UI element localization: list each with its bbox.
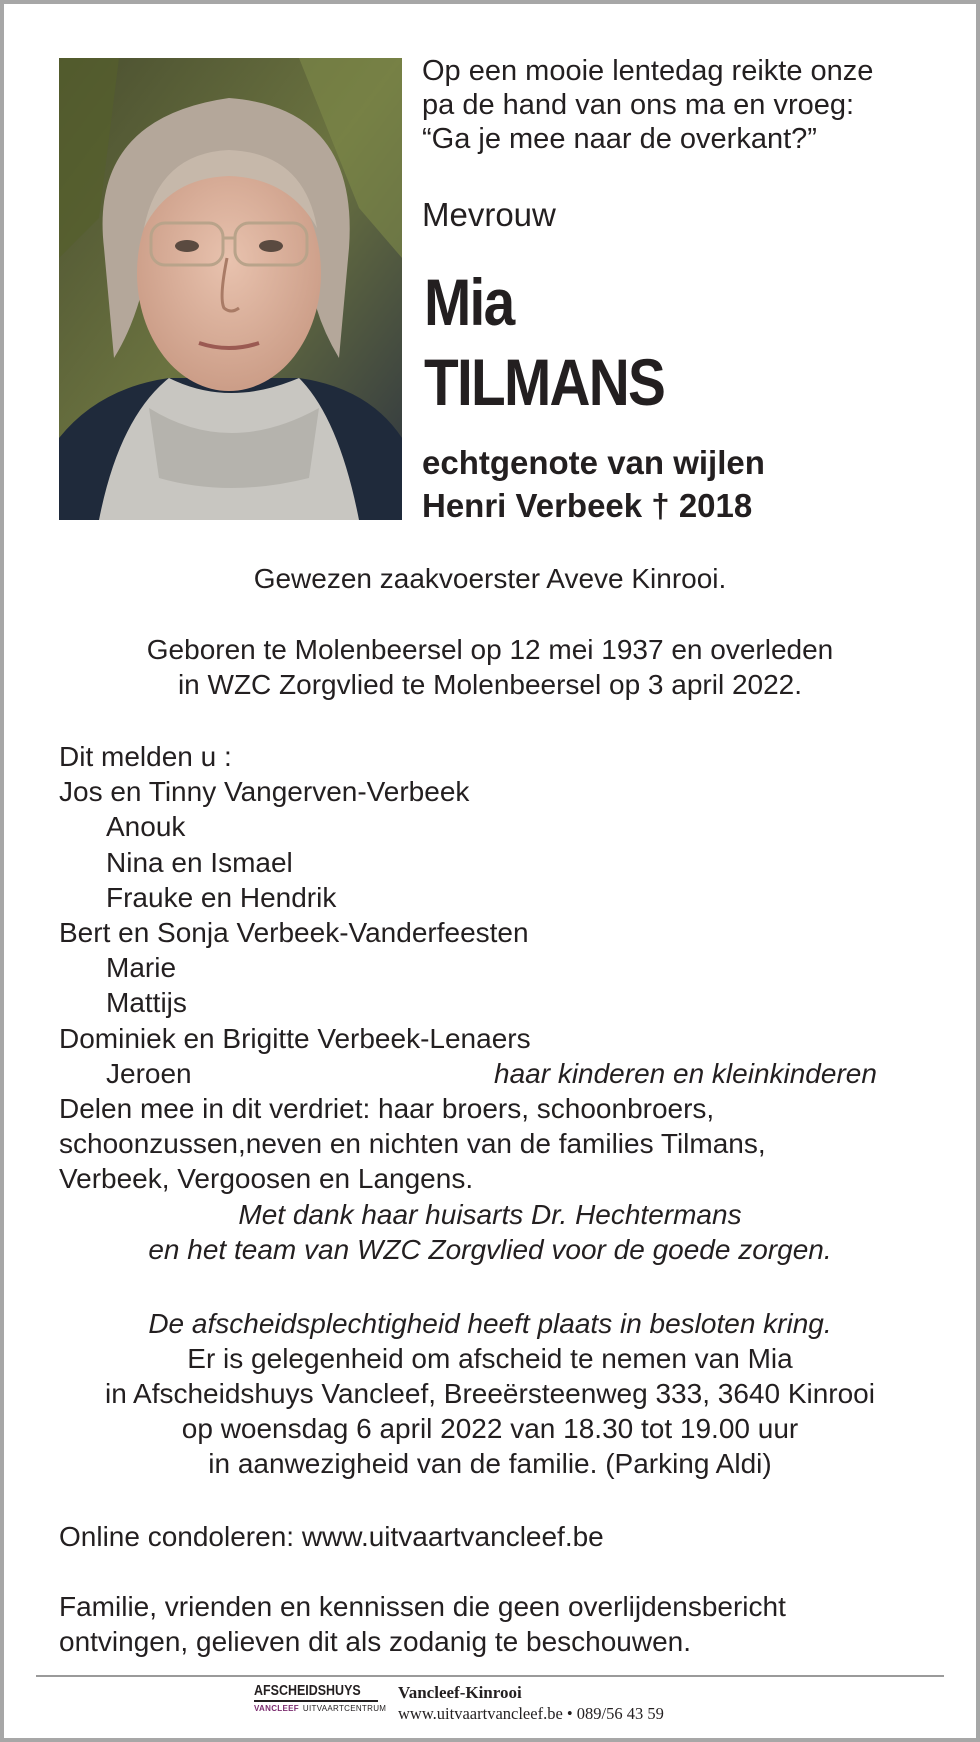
last-grandchild-row xyxy=(59,1056,939,1091)
contact-line: www.uitvaartvancleef.be • 089/56 43 59 xyxy=(398,1704,664,1723)
last-name: TILMANS xyxy=(424,345,665,419)
funeral-home-logo xyxy=(254,1683,387,1719)
ceremony xyxy=(59,1306,921,1481)
grandchild: Anouk xyxy=(106,811,186,843)
footer-divider xyxy=(36,1675,944,1677)
intro-line: Op een mooie lentedag reikte onze xyxy=(422,55,874,87)
salutation: Mevrouw xyxy=(422,196,556,233)
birth-death xyxy=(59,632,921,702)
grandchild: Jeroen xyxy=(106,1057,192,1089)
family-name: Dominiek en Brigitte Verbeek-Lenaers xyxy=(59,1022,531,1054)
family-role: haar kinderen en kleinkinderen xyxy=(494,1057,877,1089)
logo-bar xyxy=(254,1700,378,1702)
share-line: schoonzussen,neven en nichten van de families Tilmans, xyxy=(59,1128,766,1160)
ceremony-line: in Afscheidshuys Vancleef, Breeërsteenweg 333, 3640 Kinrooi xyxy=(105,1378,875,1409)
birth-death-line: Geboren te Molenbeersel op 12 mei 1937 en overleden xyxy=(146,634,834,665)
portrait-illustration xyxy=(59,58,402,520)
logo-wordmark: AFSCHEIDSHUYS xyxy=(254,1683,361,1699)
grandchild: Mattijs xyxy=(106,987,187,1019)
closing-line: ontvingen, gelieven dit als zodanig te beschouwen. xyxy=(59,1626,691,1658)
logo-centrum: UITVAARTCENTRUM xyxy=(302,1704,387,1713)
grandchild: Marie xyxy=(106,952,177,984)
grandchild: Frauke en Hendrik xyxy=(106,881,337,913)
spouse-line: Henri Verbeek † 2018 xyxy=(422,487,753,524)
logo-subline xyxy=(254,1704,387,1714)
portrait-photo xyxy=(59,58,402,520)
footer-contact xyxy=(398,1683,664,1725)
birth-death-line: in WZC Zorgvlied te Molenbeersel op 3 april 2022. xyxy=(177,669,803,700)
family-name: Bert en Sonja Verbeek-Vanderfeesten xyxy=(59,917,529,949)
deceased-name xyxy=(424,262,664,422)
share-line: Delen mee in dit verdriet: haar broers, schoonbroers, xyxy=(59,1093,715,1125)
spouse-info xyxy=(422,441,765,527)
grandchild: Nina en Ismael xyxy=(106,846,293,878)
thanks-line: en het team van WZC Zorgvlied voor de goede zorgen. xyxy=(148,1234,832,1265)
announcement xyxy=(59,739,939,1197)
ceremony-line: De afscheidsplechtigheid heeft plaats in besloten kring. xyxy=(148,1308,832,1339)
ceremony-line: op woensdag 6 april 2022 van 18.30 tot 19.00 uur xyxy=(181,1413,799,1444)
spouse-line: echtgenote van wijlen xyxy=(422,444,765,481)
family-name: Jos en Tinny Vangerven-Verbeek xyxy=(59,776,470,808)
closing-line: Familie, vrienden en kennissen die geen overlijdensbericht xyxy=(59,1591,786,1622)
company-name: Vancleef-Kinrooi xyxy=(398,1683,522,1702)
first-name: Mia xyxy=(424,265,514,339)
intro-line: pa de hand van ons ma en vroeg: xyxy=(422,89,855,121)
thanks-line: Met dank haar huisarts Dr. Hechtermans xyxy=(238,1199,742,1230)
ceremony-line: in aanwezigheid van de familie. (Parking Aldi) xyxy=(208,1448,772,1479)
ceremony-line: Er is gelegenheid om afscheid te nemen van Mia xyxy=(187,1343,793,1374)
share-line: Verbeek, Vergoosen en Langens. xyxy=(59,1163,474,1195)
intro-line: “Ga je mee naar de overkant?” xyxy=(422,123,817,155)
closing-note xyxy=(59,1589,939,1659)
intro-poem xyxy=(422,54,942,156)
logo-vancleef: VANCLEEF xyxy=(254,1704,299,1713)
announce-intro: Dit melden u : xyxy=(59,741,232,772)
thanks xyxy=(59,1197,921,1267)
online-condolence: Online condoleren: www.uitvaartvancleef.be xyxy=(59,1521,604,1552)
occupation: Gewezen zaakvoerster Aveve Kinrooi. xyxy=(253,563,727,594)
